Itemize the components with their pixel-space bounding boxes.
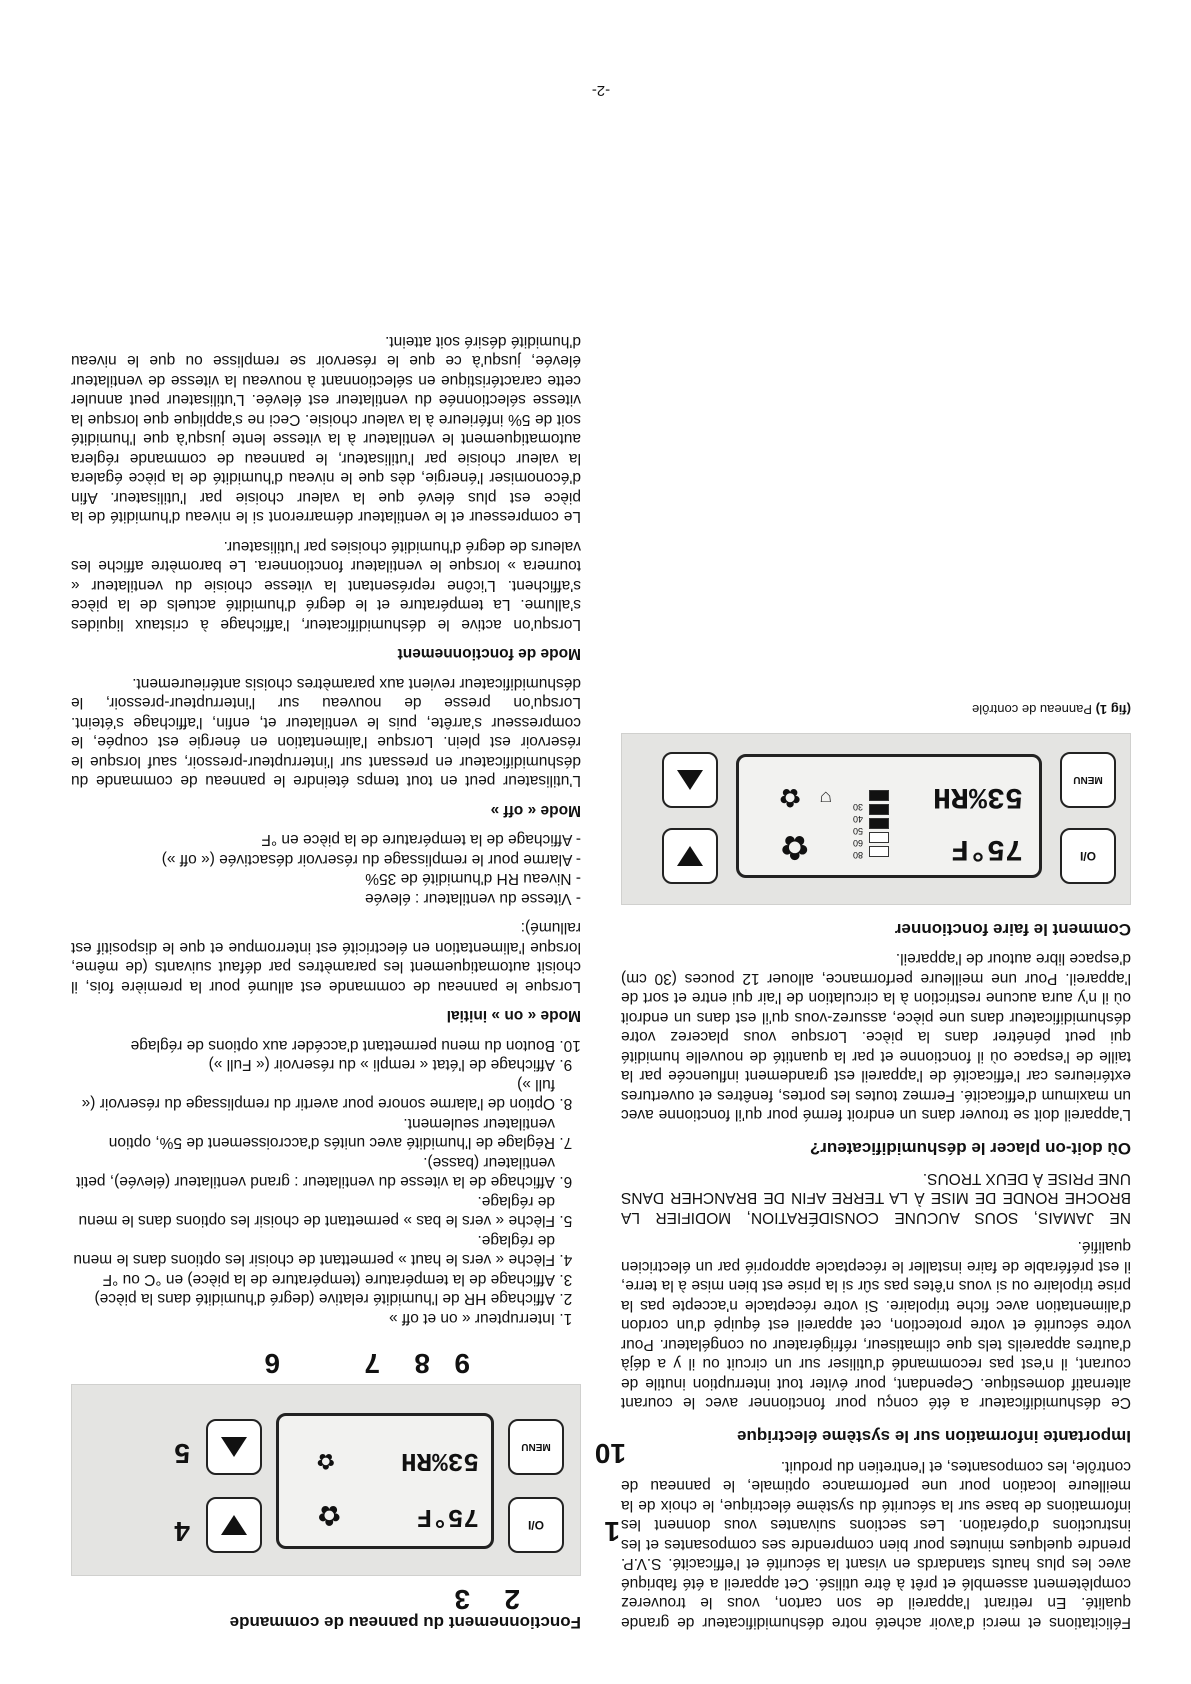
compressor-paragraph: Le compresseur et le ventilateur démarreront si le niveau d'humidité de la pièce est plus élevé que la valeur choisie par l'utilisateur. Afin d'économiser l'énergie, dès que le niveau d'humidité de la pièce égalera la valeur choisie par l'utilisateur, le panneau de commande réglera automatiquement le ventilateur à la vitesse lente jusqu'à que l'humidité soit de 5% inférieure à la valeur choisie. Ceci ne s'applique que lorsque la vitesse sélectionnée du ventilateur est élevée. L'utilisateur peut annuler cette caractéristique en sélectionnant à nouveau la vitesse de ventilateur élevée, jusqu'à ce que le réservoir se remplisse ou que le niveau d'humidité désiré soit atteint. [71,333,581,526]
placement-paragraph: L'appareil doit se trouver dans un endroit fermé pour qu'il fonctionne avec un maximum d'efficacité. Fermez toutes les portes, fenêtres et ouvertures extérieures car l'efficacité de l'appareil est grandement influencée par la taille de l'espace où il fonctionne et par la quantité de nouvelle humidité qui peut pénétrer dans la pièce. Lorsque vous placerez votre déshumidificateur dans une pièce, assurez-vous qu'il est dans un endroit où il n'y aura aucune restriction à la circulation de l'air qui entre et sort de l'appareil. Pour une meilleure performance, allouer 12 pouces (30 cm) d'espace libre autour de l'appareil. [621,950,1131,1124]
figure-caption-text: Panneau de contrôle [972,702,1092,717]
feature-item: 9. Affichage de l'état « rempli » du réservoir (« Full ») [71,1055,555,1075]
up-arrow-button[interactable] [662,752,718,808]
default-setting: - Niveau RH d'humidité de 35% [365,870,581,888]
humidity-bar-gauge [869,787,889,857]
humidity-bar [869,818,889,829]
annotated-up-icon [221,1437,247,1457]
humidity-bar [869,846,889,857]
level-label: 40 [852,814,863,824]
default-setting: - Affichage de la température de la pièce en °F [261,831,581,849]
annotated-power-button[interactable] [508,1497,564,1553]
off-mode-heading: Mode « off » [490,802,581,819]
operating-mode-heading: Mode de fonctionnement [397,645,581,663]
electrical-paragraph: Ce déshumidificateur a été conçu pour fonctionner avec le courant alternatif domestique. Cependant, pour éviter tout interruption inutile de courant, il n'est pas recommandé d'utiliser sur un circuit ou il y a déjà d'autres appareils tels que climatiseur, réfrigérateur ou congélateur. Pour votre sécurité et votre protection, cet appareil est équipé d'un cordon d'alimentation avec fiche tripolaire. Si votre réceptacle n'accepte pas la prise tripolaire ou si vous n'êtes pas sûr si la prise est bien mise à la terre, il est préférable de faire installer le réceptacle approprié par un électricien qualifié. [621,1238,1131,1412]
figure-caption [621,700,1131,720]
electrical-heading: Importante information sur le système électrique [737,1427,1131,1447]
callout-2: 2 [504,1584,520,1615]
annotated-menu-label: MENU [521,1441,551,1453]
feature-item: 5. Flèche « vers le bas » permettant de choisir les options dans le menu de réglage. [71,1192,555,1231]
left-column [621,680,1131,1633]
annotated-high-fan-icon: ✿ [317,1500,341,1531]
page-number: -2- [591,82,611,99]
feature-item: 8. Option de l'alarme sonore pour avertir du remplissage du réservoir (« full ») [71,1075,555,1114]
menu-button[interactable] [1060,752,1116,808]
annotated-temperature-display: 75°F [416,1502,479,1532]
bucket-icon: ⛉ [820,789,831,805]
menu-button-label: MENU [1073,774,1103,786]
warning-paragraph: NE JAMAIS, SOUS AUCUNE CONSIDÉRATION, MODIFIER LA BROCHE RONDE DE MISE À LA TERRE AFIN DE BRANCHER DANS UNE PRISE À DEUX TROUS. [621,1170,1131,1226]
annotated-down-button[interactable] [206,1497,262,1553]
on-mode-heading: Mode « on » initial [446,1007,581,1025]
down-arrow-icon [677,846,703,866]
feature-item: 4. Flèche « vers le haut » permettant de choisir les options dans le menu de réglage. [71,1231,555,1270]
panel-feature-list [71,1036,581,1329]
power-button[interactable] [1060,828,1116,884]
annotated-low-fan-icon: ✿ [316,1449,335,1474]
lcd-display [736,754,1042,878]
annotated-humidity-display: 53%RH [400,1446,479,1476]
annotated-power-label: O/I [528,1518,545,1532]
callout-1: 1 [604,1516,620,1547]
level-label: 80 [852,850,863,860]
callout-5: 5 [174,1438,190,1469]
callout-9: 9 [454,1348,470,1379]
default-setting: - Vitesse du ventilateur : élevée [365,890,581,907]
up-arrow-icon [677,770,703,790]
annotated-down-icon [221,1515,247,1535]
callout-8: 8 [414,1348,430,1379]
feature-item: 2. Affichage HR de l'humidité relative (degré d'humidité dans la pièce) [71,1289,555,1309]
operation-heading: Comment le faire fonctionner [894,920,1131,939]
level-label: 50 [852,826,863,836]
feature-item: 1. Interrupteur « on et off » [71,1309,555,1329]
humidity-bar [869,790,889,801]
default-settings-list [71,830,581,908]
low-fan-icon: ✿ [779,783,801,813]
callout-4: 4 [174,1516,190,1547]
humidity-display: 53%RH [932,779,1023,813]
figure-caption-number: (fig 1) [1095,702,1131,717]
temperature-display: 75°F [950,831,1023,865]
control-panel-figure [621,733,1131,905]
intro-paragraph: Félicitations et merci d'avoir acheté notre déshumidificateur de grande qualité. En retirant l'appareil de son carton, vous le trouverez complètement assemblé et prêt à être utilisé. Cet appareil a été fabriqué avec les plus hauts standards en visant la sécurité et l'efficacité. S.V.P. prendre quelques minutes pour bien comprendre ses composantes et les instructions d'opération. Les sections suivantes vous donnent les informations de base sur la sécurité du système électrique, le choix de la meilleure location pour une performance optimale, le panneau de contrôle, les composantes, et l'entretien du produit. [621,1458,1131,1631]
annotated-panel-figure [71,1348,626,1615]
annotated-menu-button[interactable] [508,1419,564,1475]
feature-item: 6. Affichage de la vitesse du ventilateur : grand ventilateur (élevée), petit ventilateur (basse). [71,1153,555,1192]
on-mode-paragraph: Lorsque le panneau de commande est allumé pour la première fois, il choisit automatiquement les paramètres par défaut suivants (de même, lorsque l'alimentation en électricité est interrompue et que le dispositif est rallumé): [71,919,581,995]
callout-7: 7 [364,1348,380,1379]
feature-item: 3. Affichage de la température (température de la pièce) en °C ou °F [71,1270,555,1290]
annotated-up-button[interactable] [206,1419,262,1475]
callout-3: 3 [454,1584,470,1615]
off-mode-paragraph: L'utilisateur peut en tout temps éteindre le panneau de commande du déshumidificateur en pressant sur l'interrupteur-pressoir, sauf lorsque le réservoir est plein. Lorsque l'alimentation en énergie est coupée, le compresseur s'arrête, puis le ventilateur et, enfin, l'affichage s'éteint. Lorsqu'on presse de nouveau sur l'interrupteur-pressoir, le déshumidificateur revient aux paramètres choisis antérieurement. [71,675,581,790]
panel-operation-heading: Fonctionnement du panneau de commande [229,1613,581,1632]
level-label: 30 [852,802,863,812]
feature-item: 7. Réglage de l'humidité avec unités d'accroissement de 5%, option ventilateur seulement. [71,1114,555,1153]
feature-item: 10. Bouton du menu permettant d'accéder aux options de réglage [71,1036,555,1056]
callout-10: 10 [594,1438,626,1469]
humidity-bar [869,832,889,843]
high-fan-icon: ✿ [780,828,809,866]
placement-heading: Où doit-on placer le déshumidificateur? [809,1139,1131,1159]
humidity-bar [869,804,889,815]
default-setting: - Alarme pour le remplissage du réservoir désactivée (« off ») [161,851,581,868]
humidity-level-labels [853,801,863,861]
level-label: 60 [852,838,863,848]
down-arrow-button[interactable] [662,828,718,884]
right-column [71,322,626,1633]
annotated-lcd-display [276,1413,494,1549]
callout-6: 6 [264,1348,280,1379]
operating-mode-paragraph: Lorsqu'on active le déshumidificateur, l'affichage à cristaux liquides s'allume. La température et le degré d'humidité actuels de la pièce s'affichent. L'icône représentant la vitesse choisie du ventilateur « tournera » lorsque le ventilateur fonctionnera. Le baromètre affiche les valeurs de degré d'humidité choisies par l'utilisateur. [71,538,581,633]
power-button-label: O/I [1080,849,1097,863]
